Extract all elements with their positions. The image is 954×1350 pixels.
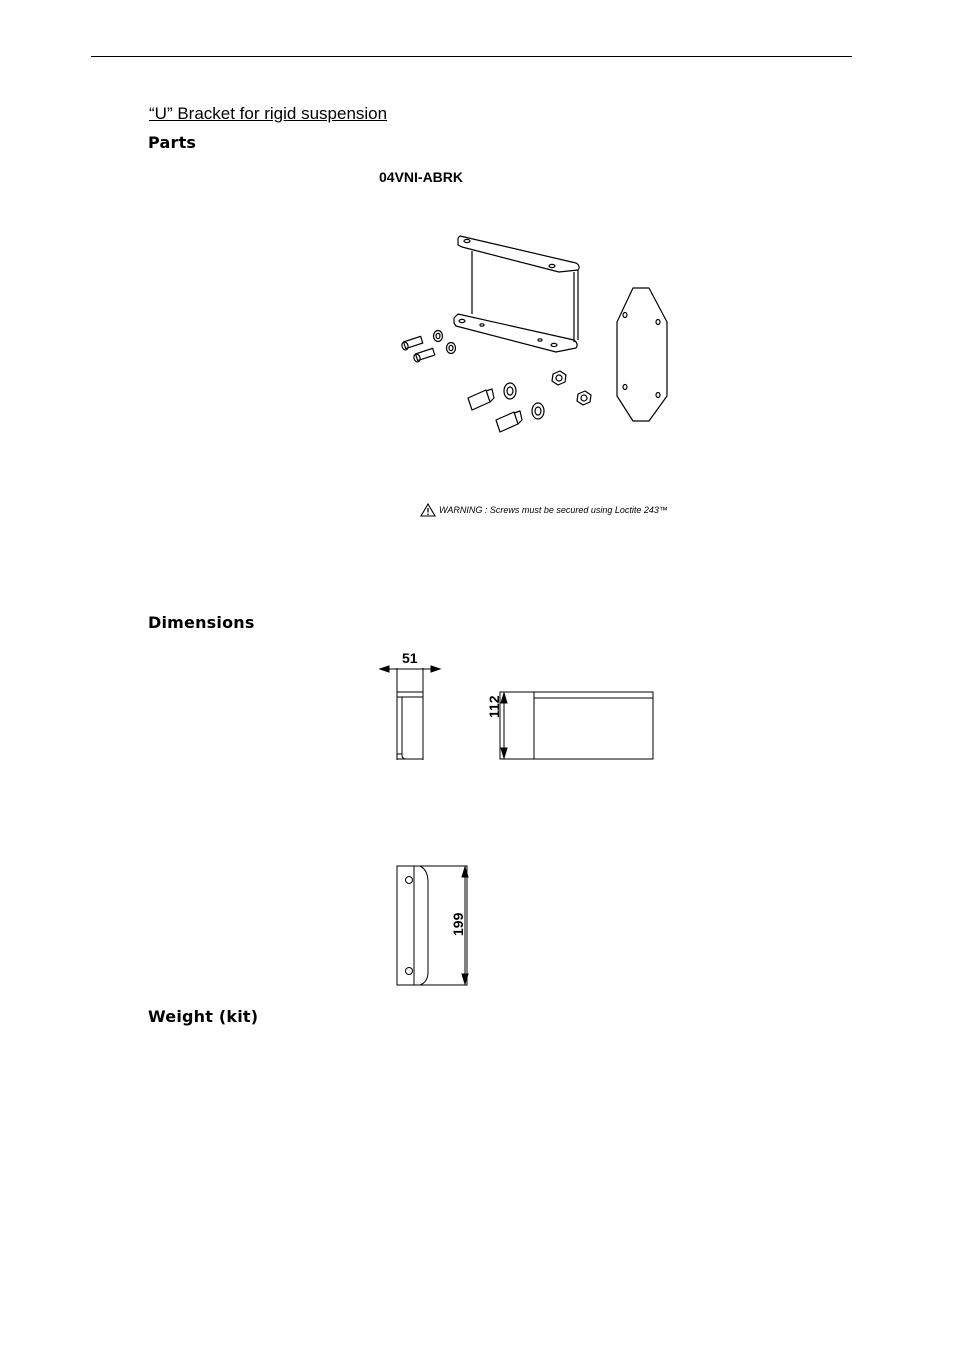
header-rule	[91, 56, 852, 57]
bracket-bottom-flange	[454, 314, 577, 352]
warning-icon	[420, 503, 436, 517]
side-view-drawing	[378, 650, 448, 765]
warning-text: WARNING : Screws must be secured using Loctite 243™	[439, 505, 668, 515]
nut	[577, 391, 591, 405]
large-bolt	[468, 389, 494, 410]
dimensions-heading: Dimensions	[148, 613, 255, 632]
section-title: “U” Bracket for rigid suspension	[149, 104, 388, 123]
bracket-top-flange	[458, 236, 579, 272]
warning-note	[420, 503, 668, 517]
small-screw	[413, 348, 435, 362]
small-screw	[401, 336, 423, 350]
part-number: 04VNI-ABRK	[379, 169, 464, 185]
front-view-drawing	[488, 688, 658, 763]
dim-width-label: 51	[402, 650, 418, 666]
large-bolt	[496, 411, 522, 432]
parts-heading: Parts	[148, 133, 197, 152]
dim-length-label: 199	[450, 912, 466, 936]
weight-heading: Weight (kit)	[148, 1007, 259, 1026]
back-plate	[617, 288, 667, 421]
parts-illustration	[390, 230, 680, 460]
nut	[552, 371, 566, 385]
dim-height-label: 112	[486, 695, 502, 718]
